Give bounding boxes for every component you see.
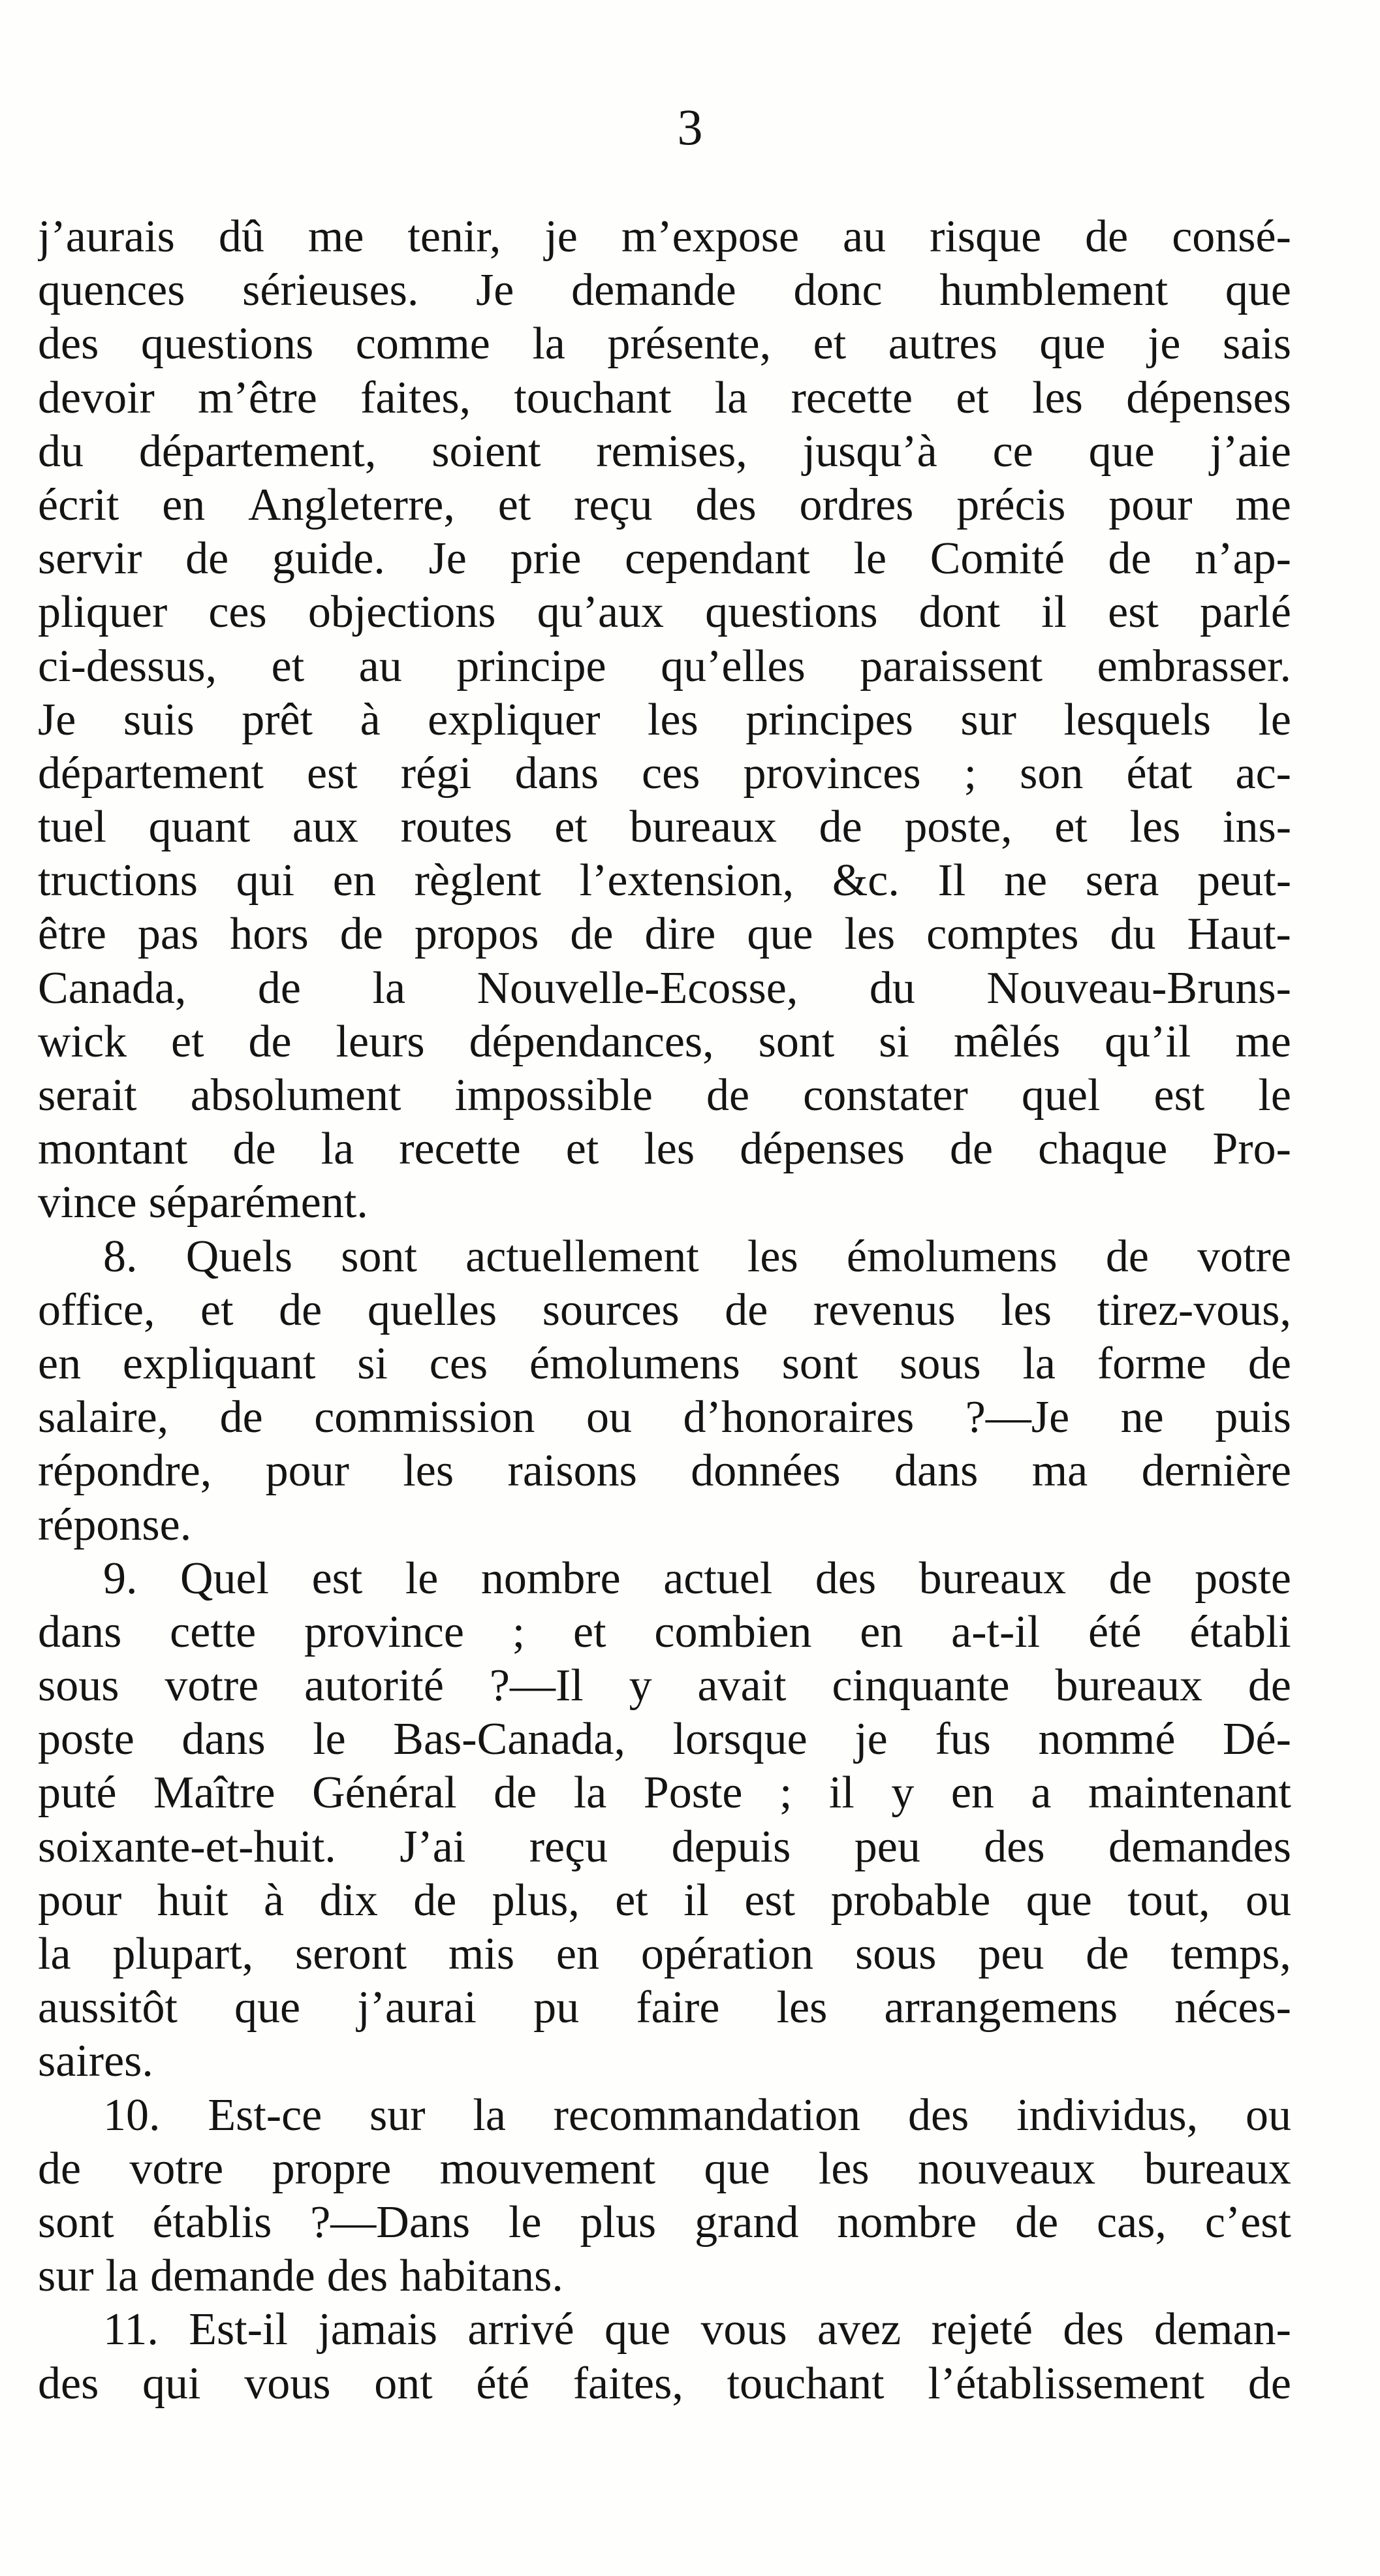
text-line: du département, soient remises, jusqu’à ce que j’aie xyxy=(38,426,1291,477)
text-line: pliquer ces objections qu’aux questions dont il est parlé xyxy=(38,587,1291,638)
text-line: écrit en Angleterre, et reçu des ordres précis pour me xyxy=(38,479,1291,530)
text-line: 10. Est-ce sur la recommandation des individus, ou xyxy=(103,2090,1291,2140)
text-line: département est régi dans ces provinces ; son état ac- xyxy=(38,748,1291,799)
text-line: j’aurais dû me tenir, je m’expose au risque de consé- xyxy=(38,212,1291,262)
text-line: montant de la recette et les dépenses de chaque Pro- xyxy=(38,1124,1291,1175)
text-line: poste dans le Bas-Canada, lorsque je fus nommé Dé- xyxy=(38,1714,1291,1765)
text-line: 9. Quel est le nombre actuel des bureaux de poste xyxy=(103,1553,1291,1604)
text-line: 11. Est-il jamais arrivé que vous avez rejeté des deman- xyxy=(103,2304,1291,2355)
text-line: sur la demande des habitans. xyxy=(38,2251,563,2302)
text-line: salaire, de commission ou d’honoraires ?—Je ne puis xyxy=(38,1392,1291,1443)
text-line: wick et de leurs dépendances, sont si mêlés qu’il me xyxy=(38,1016,1291,1067)
text-line: aussitôt que j’aurai pu faire les arrangemens néces- xyxy=(38,1982,1291,2033)
text-line: répondre, pour les raisons données dans ma dernière xyxy=(38,1446,1291,1497)
text-line: quences sérieuses. Je demande donc humblement que xyxy=(38,265,1291,316)
text-line: Je suis prêt à expliquer les principes sur lesquels le xyxy=(38,694,1291,745)
text-line: réponse. xyxy=(38,1499,192,1550)
text-line: des questions comme la présente, et autres que je sais xyxy=(38,319,1291,370)
text-line: puté Maître Général de la Poste ; il y en a maintenant xyxy=(38,1768,1291,1819)
text-line: ci-dessus, et au principe qu’elles paraissent embrasser. xyxy=(38,641,1291,692)
text-line: office, et de quelles sources de revenus les tirez-vous, xyxy=(38,1284,1291,1335)
text-line: saires. xyxy=(38,2036,153,2087)
text-line: en expliquant si ces émolumens sont sous la forme de xyxy=(38,1338,1291,1389)
text-line: des qui vous ont été faites, touchant l’établissement de xyxy=(38,2358,1291,2409)
text-line: tructions qui en règlent l’extension, &c. Il ne sera peut- xyxy=(38,855,1291,906)
text-line: la plupart, seront mis en opération sous peu de temps, xyxy=(38,1929,1291,1979)
text-line: soixante-et-huit. J’ai reçu depuis peu des demandes xyxy=(38,1821,1291,1872)
text-line: sont établis ?—Dans le plus grand nombre de cas, c’est xyxy=(38,2197,1291,2248)
body-text xyxy=(38,210,1291,2411)
text-line: Canada, de la Nouvelle-Ecosse, du Nouveau-Bruns- xyxy=(38,962,1291,1013)
text-line: dans cette province ; et combien en a-t-il été établi xyxy=(38,1606,1291,1657)
text-line: sous votre autorité ?—Il y avait cinquante bureaux de xyxy=(38,1661,1291,1711)
page-number: 3 xyxy=(677,99,703,155)
text-line: de votre propre mouvement que les nouveaux bureaux xyxy=(38,2143,1291,2194)
text-line: vince séparément. xyxy=(38,1177,368,1228)
text-line: être pas hors de propos de dire que les comptes du Haut- xyxy=(38,909,1291,960)
text-line: 8. Quels sont actuellement les émolumens de votre xyxy=(103,1231,1291,1282)
text-line: pour huit à dix de plus, et il est probable que tout, ou xyxy=(38,1875,1291,1926)
text-line: devoir m’être faites, touchant la recette et les dépenses xyxy=(38,372,1291,423)
text-line: serait absolument impossible de constater quel est le xyxy=(38,1070,1291,1121)
text-line: servir de guide. Je prie cependant le Comité de n’ap- xyxy=(38,533,1291,584)
text-line: tuel quant aux routes et bureaux de poste, et les ins- xyxy=(38,802,1291,853)
